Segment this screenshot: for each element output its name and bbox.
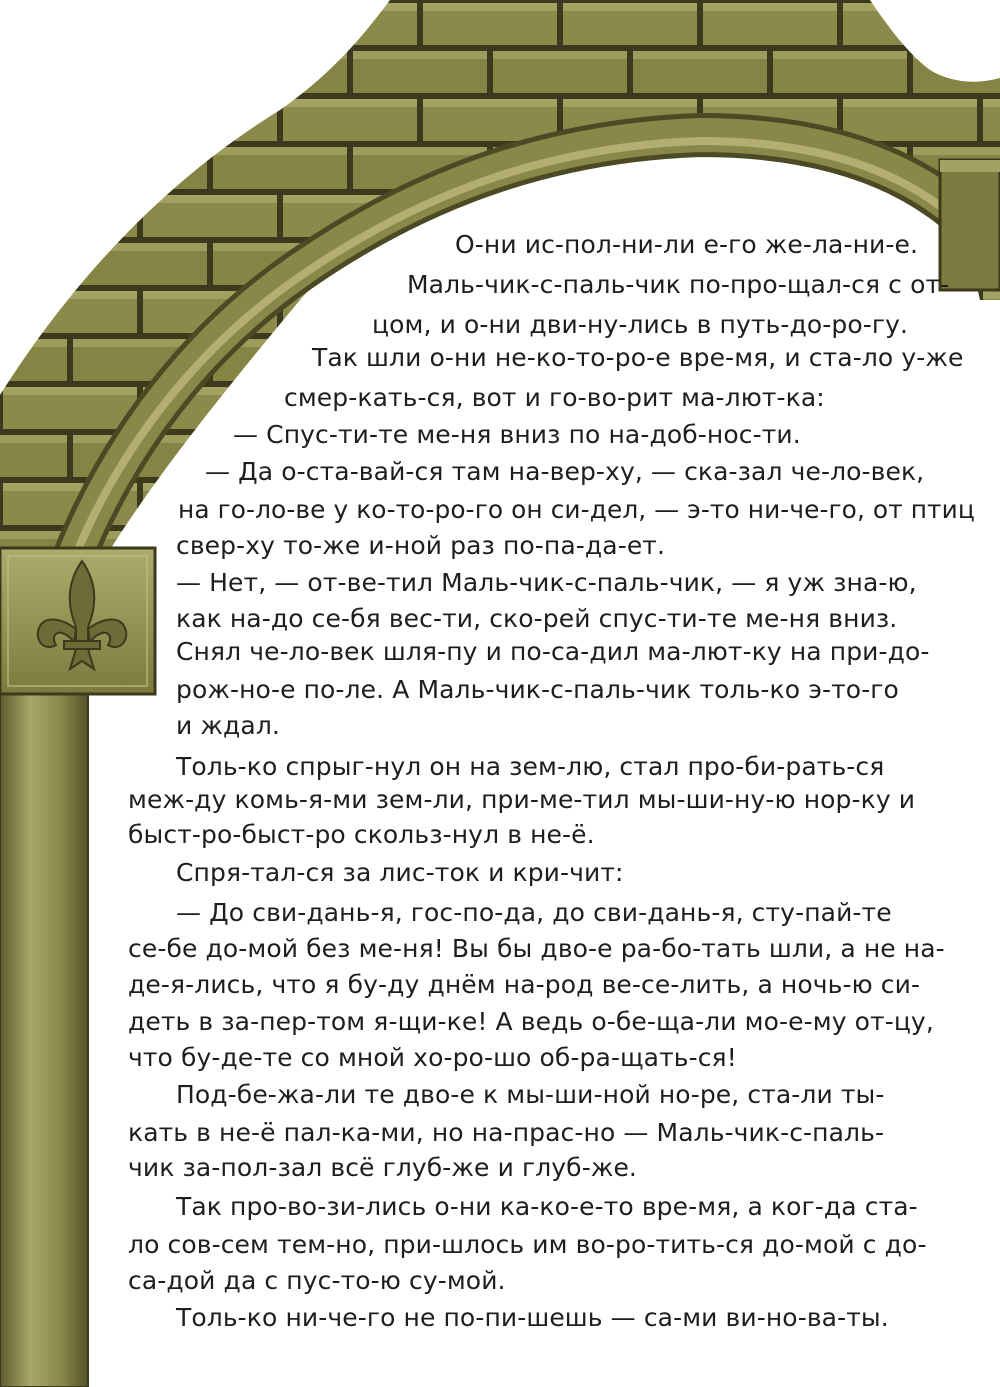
text-line: О-ни ис-пол-ни-ли е-го же-ла-ни-е. (455, 230, 919, 259)
text-line: Толь-ко ни-че-го не по-пи-шешь — са-ми ви-но-ва-ты. (176, 1303, 889, 1332)
text-line: — Да о-ста-вай-ся там на-вер-ху, — ска-зал че-ло-век, (205, 457, 925, 486)
text-line: Под-бе-жа-ли те дво-е к мы-ши-ной но-ре, ста-ли ты- (176, 1080, 885, 1109)
text-line: де-я-лись, что я бу-ду днём на-род ве-се-лить, а ночь-ю си- (128, 970, 921, 999)
text-line: Спря-тал-ся за лис-ток и кри-чит: (176, 858, 624, 887)
text-line: — До сви-дань-я, гос-по-да, до сви-дань-я, сту-пай-те (176, 898, 892, 927)
text-line: деть в за-пер-том я-щи-ке! А ведь о-бе-ща-ли мо-е-му от-цу, (128, 1007, 934, 1036)
text-line: как на-до се-бя вес-ти, ско-рей спус-ти-те ме-ня вниз. (176, 604, 898, 633)
text-line: — Нет, — от-ве-тил Маль-чик-с-паль-чик, — я уж зна-ю, (176, 568, 917, 597)
text-line: на го-ло-ве у ко-то-ро-го он си-дел, — э-то ни-че-го, от птиц (178, 495, 975, 524)
text-line: ло сов-сем тем-но, при-шлось им во-ро-тить-ся до-мой с до- (128, 1230, 927, 1259)
text-line: быст-ро-быст-ро скольз-нул в не-ё. (128, 820, 595, 849)
text-line: свер-ху то-же и-ной раз по-па-да-ет. (176, 531, 666, 560)
text-line: са-дой да с пус-то-ю су-мой. (128, 1266, 506, 1295)
text-line: рож-но-е по-ле. А Маль-чик-с-паль-чик толь-ко э-то-го (176, 675, 899, 704)
text-line: меж-ду комь-я-ми зем-ли, при-ме-тил мы-ши-ну-ю нор-ку и (128, 785, 916, 814)
text-line: кать в не-ё пал-ка-ми, но на-прас-но — Маль-чик-с-паль- (128, 1118, 885, 1147)
text-line: Так шли о-ни не-ко-то-ро-е вре-мя, и ста-ло у-же (312, 343, 964, 372)
pillar (0, 672, 88, 1387)
text-line: Так про-во-зи-лись о-ни ка-ко-е-то вре-мя, а ког-да ста- (176, 1192, 918, 1221)
text-line: — Спус-ти-те ме-ня вниз по на-доб-нос-ти. (233, 420, 801, 449)
text-line: се-бе до-мой без ме-ня! Вы бы дво-е ра-бо-тать шли, а не на- (128, 934, 945, 963)
text-line: Маль-чик-с-паль-чик по-про-щал-ся с от- (407, 270, 950, 299)
text-line: Толь-ко спрыг-нул он на зем-лю, стал про-би-рать-ся (176, 752, 885, 781)
text-line: что бу-де-те со мной хо-ро-шо об-ра-щать-ся! (128, 1043, 737, 1072)
text-line: и ждал. (176, 711, 280, 740)
text-line: смер-кать-ся, вот и го-во-рит ма-лют-ка: (284, 383, 825, 412)
text-line: цом, и о-ни дви-ну-лись в путь-до-ро-гу. (372, 310, 909, 339)
text-line: Снял че-ло-век шля-пу и по-са-дил ма-лют-ку на при-до- (176, 637, 930, 666)
text-line: чик за-пол-зал всё глуб-же и глуб-же. (128, 1153, 637, 1182)
